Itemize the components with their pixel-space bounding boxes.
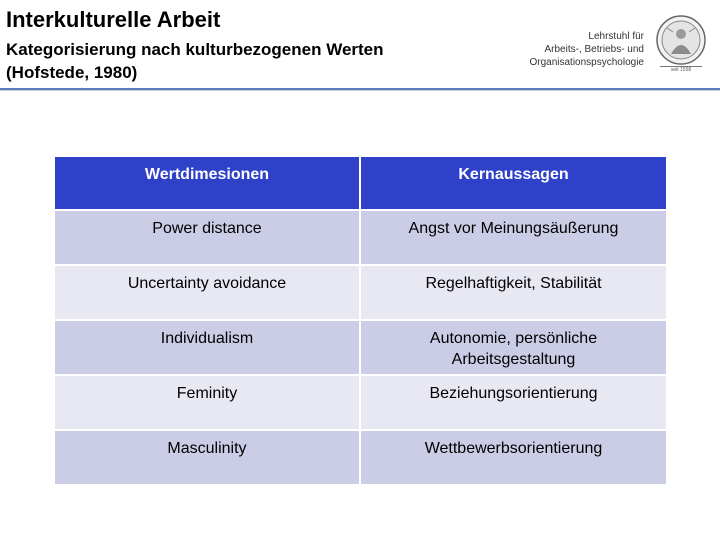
hofstede-dimensions-table	[53, 155, 668, 486]
statement-cell: Angst vor Meinungsäußerung	[360, 210, 667, 265]
dimension-cell: Masculinity	[54, 430, 360, 485]
logo-line-3: Organisationspsychologie	[529, 57, 644, 68]
table-row	[54, 430, 667, 485]
department-logo-text	[520, 30, 644, 69]
dimension-cell: Feminity	[54, 375, 360, 430]
university-seal-icon	[655, 14, 707, 66]
table-row	[54, 265, 667, 320]
dimension-cell: Individualism	[54, 320, 360, 375]
header-divider-shadow	[0, 90, 720, 91]
page-subtitle	[6, 38, 526, 84]
seal-caption: seit 1558	[660, 66, 702, 73]
statement-cell: Wettbewerbsorientierung	[360, 430, 667, 485]
subtitle-line-2: (Hofstede, 1980)	[6, 63, 138, 82]
column-header-statement: Kernaussagen	[360, 156, 667, 210]
logo-line-2: Arbeits-, Betriebs- und	[544, 44, 644, 55]
page-title: Interkulturelle Arbeit	[6, 7, 221, 32]
table-row	[54, 375, 667, 430]
logo-line-1: Lehrstuhl für	[588, 31, 644, 42]
statement-cell: Regelhaftigkeit, Stabilität	[360, 265, 667, 320]
table-row	[54, 320, 667, 375]
table-header-row	[54, 156, 667, 210]
dimension-cell: Power distance	[54, 210, 360, 265]
dimension-cell: Uncertainty avoidance	[54, 265, 360, 320]
column-header-dimension: Wertdimesionen	[54, 156, 360, 210]
table-row	[54, 210, 667, 265]
statement-cell: Autonomie, persönliche Arbeitsgestaltung	[360, 320, 667, 375]
statement-cell: Beziehungsorientierung	[360, 375, 667, 430]
subtitle-line-1: Kategorisierung nach kulturbezogenen Werten	[6, 40, 384, 59]
